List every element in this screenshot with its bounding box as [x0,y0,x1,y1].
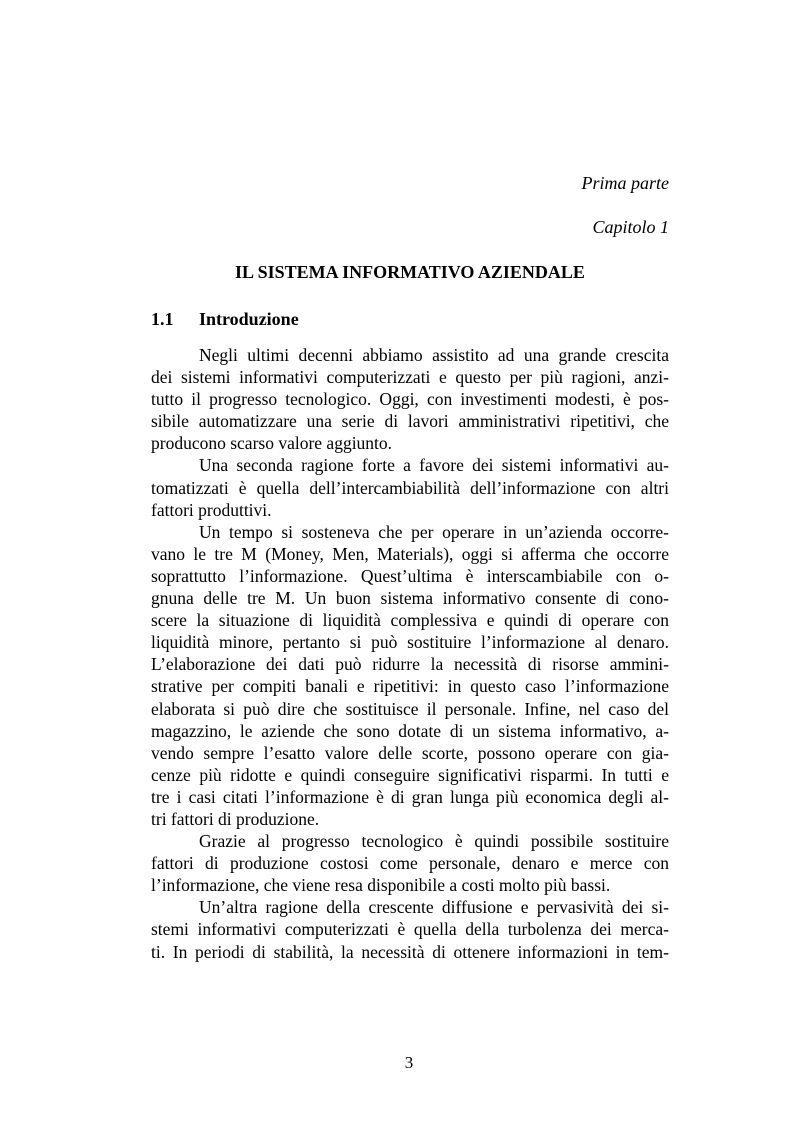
text-line: fattori di produzione costosi come personale, denaro e merce con [151,853,669,874]
paragraph [151,521,669,830]
text-line: gnuna delle tre M. Un buon sistema informativo consente di cono- [151,588,669,609]
text-line: tri fattori di produzione. [151,808,320,829]
chapter-title: IL SISTEMA INFORMATIVO AZIENDALE [235,262,585,282]
paragraph [151,896,669,962]
text-line: tutto il progresso tecnologico. Oggi, con investimenti modesti, è pos- [151,389,669,410]
text-line: sibile automatizzare una serie di lavori amministrativi ripetitivi, che [151,411,669,432]
text-line: soprattutto l’informazione. Quest’ultima è interscambiabile con o- [151,565,669,586]
text-line: Un tempo si sosteneva che per operare in un’azienda occorre- [199,521,669,542]
text-line: vendo sempre l’esatto valore delle scorte, possono operare con gia- [151,742,669,763]
text-line: magazzino, le aziende che sono dotate di un sistema informativo, a- [151,720,669,741]
section-heading [151,307,669,331]
text-line: stemi informativi computerizzati è quella della turbolenza dei merca- [151,919,669,940]
page-number: 3 [404,1053,414,1072]
text-line: Un’altra ragione della crescente diffusione e pervasività dei si- [199,897,669,918]
text-line: producono scarso valore aggiunto. [151,433,393,454]
part-label: Prima parte [581,173,669,193]
text-line: scere la situazione di liquidità complessiva e quindi di operare con [151,610,669,631]
text-line: Una seconda ragione forte a favore dei sistemi informativi au- [199,455,669,476]
text-line: vano le tre M (Money, Men, Materials), oggi si afferma che occorre [151,543,669,564]
text-line: Grazie al progresso tecnologico è quindi possibile sostituire [199,831,669,852]
body-text [151,344,669,963]
text-line: strative per compiti banali e ripetitivi: in questo caso l’informazione [151,676,669,697]
paragraph [151,454,669,520]
text-line: tre i casi citati l’informazione è di gran lunga più economica degli al- [151,786,669,807]
text-line: cenze più ridotte e quindi conseguire significativi risparmi. In tutti e [151,764,669,785]
text-line: L’elaborazione dei dati può ridurre la necessità di risorse ammini- [151,654,669,675]
text-line: ti. In periodi di stabilità, la necessità di ottenere informazioni in tem- [151,941,669,962]
text-line: tomatizzati è quella dell’intercambiabilità dell’informazione con altri [151,477,669,498]
section-number: 1.1 [151,309,174,329]
text-line: Negli ultimi decenni abbiamo assistito ad una grande crescita [199,345,669,365]
text-line: dei sistemi informativi computerizzati e questo per più ragioni, anzi- [151,367,669,388]
paragraph [151,830,669,896]
text-line: fattori produttivi. [151,499,272,520]
chapter-label: Capitolo 1 [592,217,669,237]
text-line: elaborata si può dire che sostituisce il personale. Infine, nel caso del [151,698,669,719]
section-title: Introduzione [199,309,299,329]
paragraph [151,344,669,454]
text-line: liquidità minore, pertanto si può sostituire l’informazione al denaro. [151,632,669,653]
text-line: l’informazione, che viene resa disponibile a costi molto più bassi. [151,875,611,896]
